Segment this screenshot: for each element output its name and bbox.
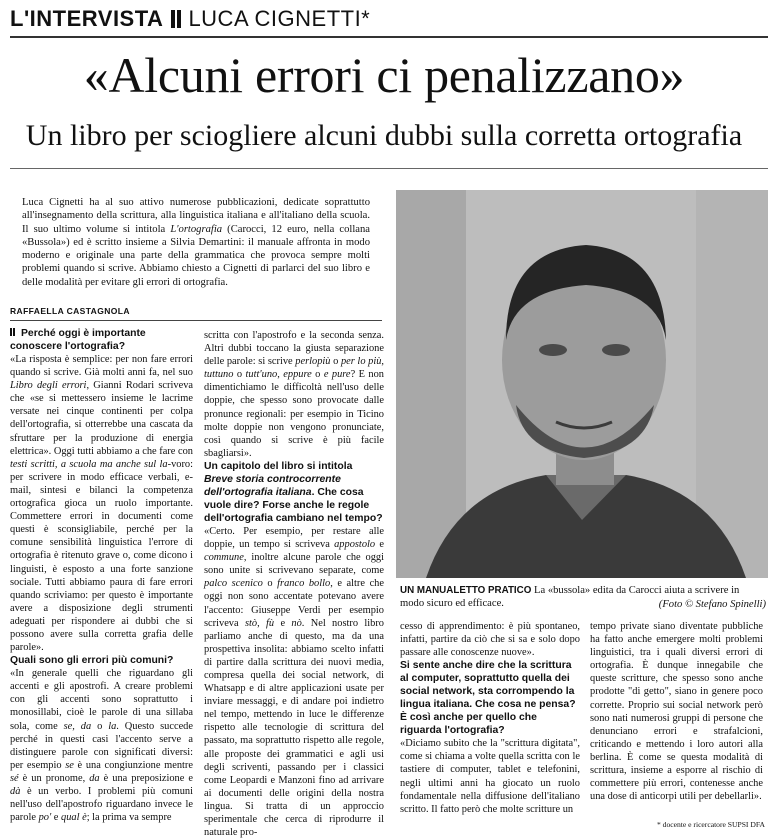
subheadline: Un libro per sciogliere alcuni dubbi sulla corretta ortografia [25, 119, 743, 152]
question: Quali sono gli errori più comuni? [10, 655, 174, 667]
section-kicker: L'INTERVISTA [10, 6, 164, 31]
section-header [10, 2, 370, 36]
article-column-1 [10, 327, 193, 824]
answer: tempo private siano diventate pubbliche ha fatto anche emergere molti problemi linguistici, tra i quali diversi errori di ortografia. È dunque innegabile che queste scritture, che spesso sono anche prodotte "di getto", siano in genere poco corrette. Proprio sui social network però sono nati numerosi gruppi di persone che denunciano errori e strafalcioni, criticando e mettendo i loro autori alla berlina. È come se questa modalità di scrittura, insieme a esporre al rischio di commettere più errori, contenesse anche una dose di anticorpi utili per debellarli». [590, 621, 763, 803]
byline: RAFFAELLA CASTAGNOLA [10, 306, 130, 316]
question: Un capitolo del libro si intitola Breve storia controcorrente dell'ortografia italiana. Che cosa vuole dire? Forse anche le regole dell'ortografia cambiano nel tempo? [204, 460, 383, 524]
intro-paragraph [22, 196, 370, 289]
intro-text-1: Luca Cignetti ha al suo attivo numerose pubblicazioni, dedicate soprattutto all'insegnamento della scrittura, alla linguistica italiana e all'italiano della scuola. Il suo ultimo volume si intitola [22, 197, 370, 235]
book-title: L'ortografia [170, 223, 223, 235]
question: Si sente anche dire che la scrittura al computer, soprattutto quella dei social network, sta corrompendo la lingua italiana. Che cosa ne pensa? È così anche per quello che riguarda l'ortografia? [400, 660, 576, 737]
article-column-4 [590, 620, 763, 803]
divider-rule [10, 168, 768, 169]
caption-text: La «bussola» edita da Carocci aiuta a scrivere in modo sicuro ed efficace. [400, 585, 740, 609]
byline-rule [10, 320, 382, 321]
portrait-photo [396, 190, 768, 578]
caption-tag: UN MANUALETTO PRATICO [400, 585, 532, 596]
answer: «Diciamo subito che la "scrittura digitata", come si chiama a volte quella scritta con le tastiere di computer, tablet e telefonini, negli ultimi anni ha giocato un ruolo fondamentale nella diffusione dell'italiano scritto. Il fatto però che molte scritture un [400, 738, 580, 815]
answer: «La risposta è semplice: per non fare errori quando si scrive. Già molti anni fa, nel suo Libro degli errori, Gianni Rodari scriveva che «se si mettessero insieme le lacrime versate nei cinque continenti per colpa dell'ortografia, si otterrebbe una cascata da sfruttare per la produzione di energia elettrica». Oggi tutti abbiamo a che fare con testi scritti, a scuola ma anche sul la-voro: per scrivere in modo efficace verbali, e-mail, sintesi e bilanci la competenza ortografica gioca un ruolo importante. Commettere errori in documenti come questi è sconsigliabile, perché per la comune sensibilità linguistica l'errore di ortografia è ritenuto grave o, come dicono i linguisti, è esposto a una forte sanzione sociale. Tutti abbiamo paura di fare errori quando scriviamo: per questo è importante avere a disposizione degli strumenti adeguati per rispondere ai dubbi che si possono avere sulla corretta grafia delle parole». [10, 354, 193, 654]
answer: «Certo. Per esempio, per restare alle doppie, un tempo si scriveva appostolo e commune, inoltre alcune parole che oggi sono unite si scrivevano separate, come palco scenico o franco bollo, e altre che oggi non sono accentate potevano avere l'accento: Giuseppe Verdi per esempio scriveva stò, fù e nò. Nel nostro libro parliamo anche di questo, ma da una prospettiva insolita: abbiamo scelto infatti di partire dalla scrittura dei nuovi media, compresa quella dei social network, di Whatsapp e di altre applicazioni usate per inviare messaggi, e di andare poi indietro nel tempo, mettendo in luce le differenze rispetto alle tecnologie di scrittura del passato, ma soprattutto rispetto alle regole, alle proposte dei grammatici e agli usi degli scriventi, passando per i classici come Leopardi e Manzoni fino ad arrivare ai documenti delle origini della nostra lingua. Si tratta di un approccio sperimentale che cerca di riprodurre il naturale pro- [204, 525, 384, 839]
separator-bars-icon [171, 10, 181, 28]
photo-credit: (Foto © Stefano Spinelli) [658, 599, 766, 610]
article-column-3 [400, 620, 580, 816]
question: Perché oggi è importante conoscere l'ortografia? [10, 328, 146, 352]
portrait-illustration [396, 190, 768, 578]
answer: cesso di apprendimento: è più spontaneo, infatti, partire da ciò che si sa e solo dopo passare alle conoscenze nuove». [400, 621, 580, 659]
article-column-2 [204, 329, 384, 839]
answer: «In generale quelli che riguardano gli accenti e gli apostrofi. A creare problemi con gli accenti sono soprattutto i monosillabi, cioè le parole di una sillaba sola, come se, da o la. Questo succede perché in questi casi l'accento serve a distinguere parole con significati diversi: per esempio se è una congiunzione mentre sé è un pronome, da è una preposizione e dà è un verbo. I problemi più comuni nell'uso dell'apostrofo riguardano invece le parole po' e qual è; la prima va sempre [10, 668, 193, 824]
headline: «Alcuni errori ci penalizzano» [83, 47, 685, 103]
interviewee-name: LUCA CIGNETTI* [188, 6, 371, 31]
author-footnote: * docente e ricercatore SUPSI DFA [656, 820, 765, 829]
intro-text-2: (Carocci, 12 euro, nella collana «Bussola») ed è scritto insieme a Silvia Demartini: il manuale affronta in modo moderno e originale una parte della grammatica che provoca sempre molti problemi quando si scrive. Abbiamo chiesto a Cignetti di parlarci del suo libro e delle modalità per evitare gli errori di ortografia. [22, 223, 370, 288]
question-marker-icon [10, 328, 17, 336]
answer: scritta con l'apostrofo e la seconda senza. Altri dubbi toccano la giusta separazione delle parole: si scrive perlopiù o per lo più, tuttuno o tutt'uno, eppure o e pure? E non dimentichiamo le difficoltà nell'uso delle doppie, che spesso sono provocate dalle pronunce regionali: per esempio in Ticino molte doppie non vengono pronunciate, così quando si scrive è più facile sbagliarsi». [204, 330, 385, 459]
header-rule [10, 36, 768, 38]
